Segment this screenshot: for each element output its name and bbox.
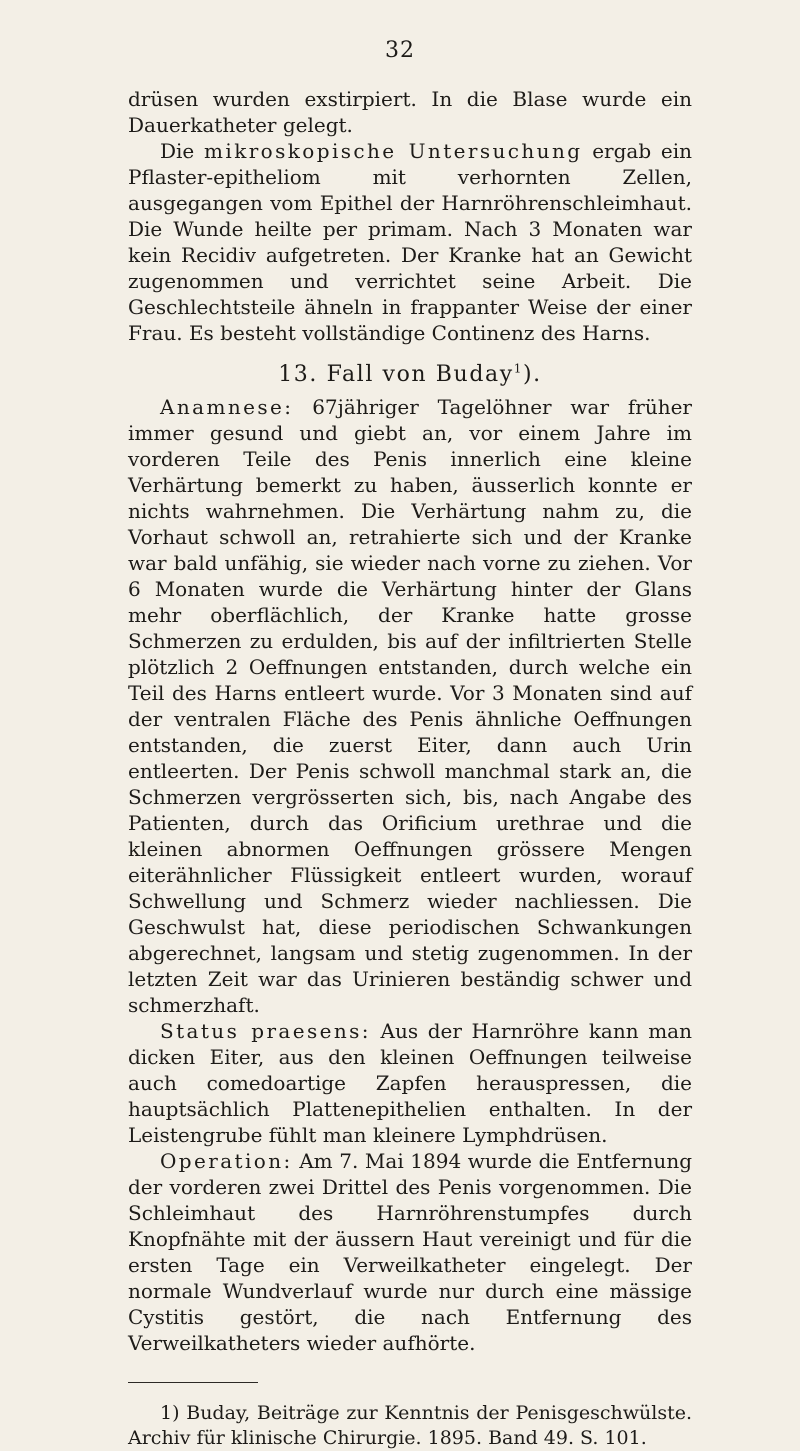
paragraph-microscopy (128, 138, 692, 346)
body-text (128, 86, 692, 1451)
case-title: Fall von Buday (326, 362, 514, 387)
footnote: 1) Buday, Beiträge zur Kenntnis der Penisgeschwülste. Archiv für klinische Chirurgie. 1895. Band 49. S. 101. (128, 1402, 692, 1449)
anamnese-text: 67jähriger Tagelöhner war früher immer gesund und giebt an, vor einem Jahre im vorderen Teile des Penis innerlich eine kleine Verhärtung bemerkt zu haben, äusserlich konnte er nichts wahrnehmen. Die Verhärtung nahm zu, die Vorhaut schwoll an, retrahierte sich und der Kranke war bald unfähig, sie wieder nach vorne zu ziehen. Vor 6 Monaten wurde die Verhärtung hinter der Glans mehr oberflächlich, der Kranke hatte grosse Schmerzen zu erdulden, bis auf der infiltrierten Stelle plötzlich 2 Oeffnungen entstanden, durch welche ein Teil des Harns entleert wurde. Vor 3 Monaten sind auf der ventralen Fläche des Penis ähnliche Oeffnungen entstanden, die zuerst Eiter, dann auch Urin entleerten. Der Penis schwoll manchmal stark an, die Schmerzen vergrösserten sich, bis, nach Angabe des Patienten, durch das Orificium urethrae und die kleinen abnormen Oeffnungen grössere Mengen eiterähnlicher Flüssigkeit entleert wurden, worauf Schwellung und Schmerz wieder nachliessen. Die Geschwulst hat, diese periodischen Schwankungen abgerechnet, langsam und stetig zugenommen. In der letzten Zeit war das Urinieren beständig schwer und schmerzhaft. (128, 395, 692, 1017)
operation-text: Am 7. Mai 1894 wurde die Entfernung der vorderen zwei Drittel des Penis vorgenommen. Die Schleimhaut des Harnröhrenstumpfes durch Knopfnähte mit der äussern Haut vereinigt und für die ersten Tage ein Verweilkatheter eingelegt. Der normale Wundverlauf wurde nur durch eine mässige Cystitis gestört, die nach Entfernung des Verweilkatheters wieder aufhörte. (128, 1149, 692, 1355)
case-heading (128, 358, 692, 392)
paragraph-anamnese (128, 394, 692, 1018)
status-text: Aus der Harnröhre kann man dicken Eiter, aus den kleinen Oeffnungen teilweise auch comedoartige Zapfen herauspressen, die hauptsächlich Plattenepithelien enthalten. In der Leistengrube fühlt man kleinere Lymphdrüsen. (128, 1019, 692, 1147)
paragraph-operation (128, 1148, 692, 1356)
case-number: 13. (278, 362, 318, 387)
operation-label: Operation: (160, 1149, 293, 1173)
microscopy-text: ergab ein Pflaster-epitheliom mit verhornten Zellen, ausgegangen vom Epithel der Harnröhrenschleimhaut. Die Wunde heilte per primam. Nach 3 Monaten war kein Recidiv aufgetreten. Der Kranke hat an Gewicht zugenommen und verrichtet seine Arbeit. Die Geschlechtsteile ähneln in frappanter Weise der einer Frau. Es besteht vollständige Continenz des Harns. (128, 139, 692, 345)
page-number: 32 (385, 38, 415, 63)
microscopy-prefix: Die (160, 139, 205, 163)
footnote-divider (128, 1382, 258, 1383)
paragraph-status (128, 1018, 692, 1148)
paragraph-opening: drüsen wurden exstirpiert. In die Blase wurde ein Dauerkatheter gelegt. (128, 87, 692, 137)
footnote-ref[interactable]: 1 (513, 361, 523, 376)
anamnese-label: Anamnese: (160, 395, 294, 419)
case-heading-end: ). (523, 362, 542, 387)
status-label: Status praesens: (160, 1019, 371, 1043)
microscopy-label: mikroskopische Untersuchung (204, 139, 583, 163)
